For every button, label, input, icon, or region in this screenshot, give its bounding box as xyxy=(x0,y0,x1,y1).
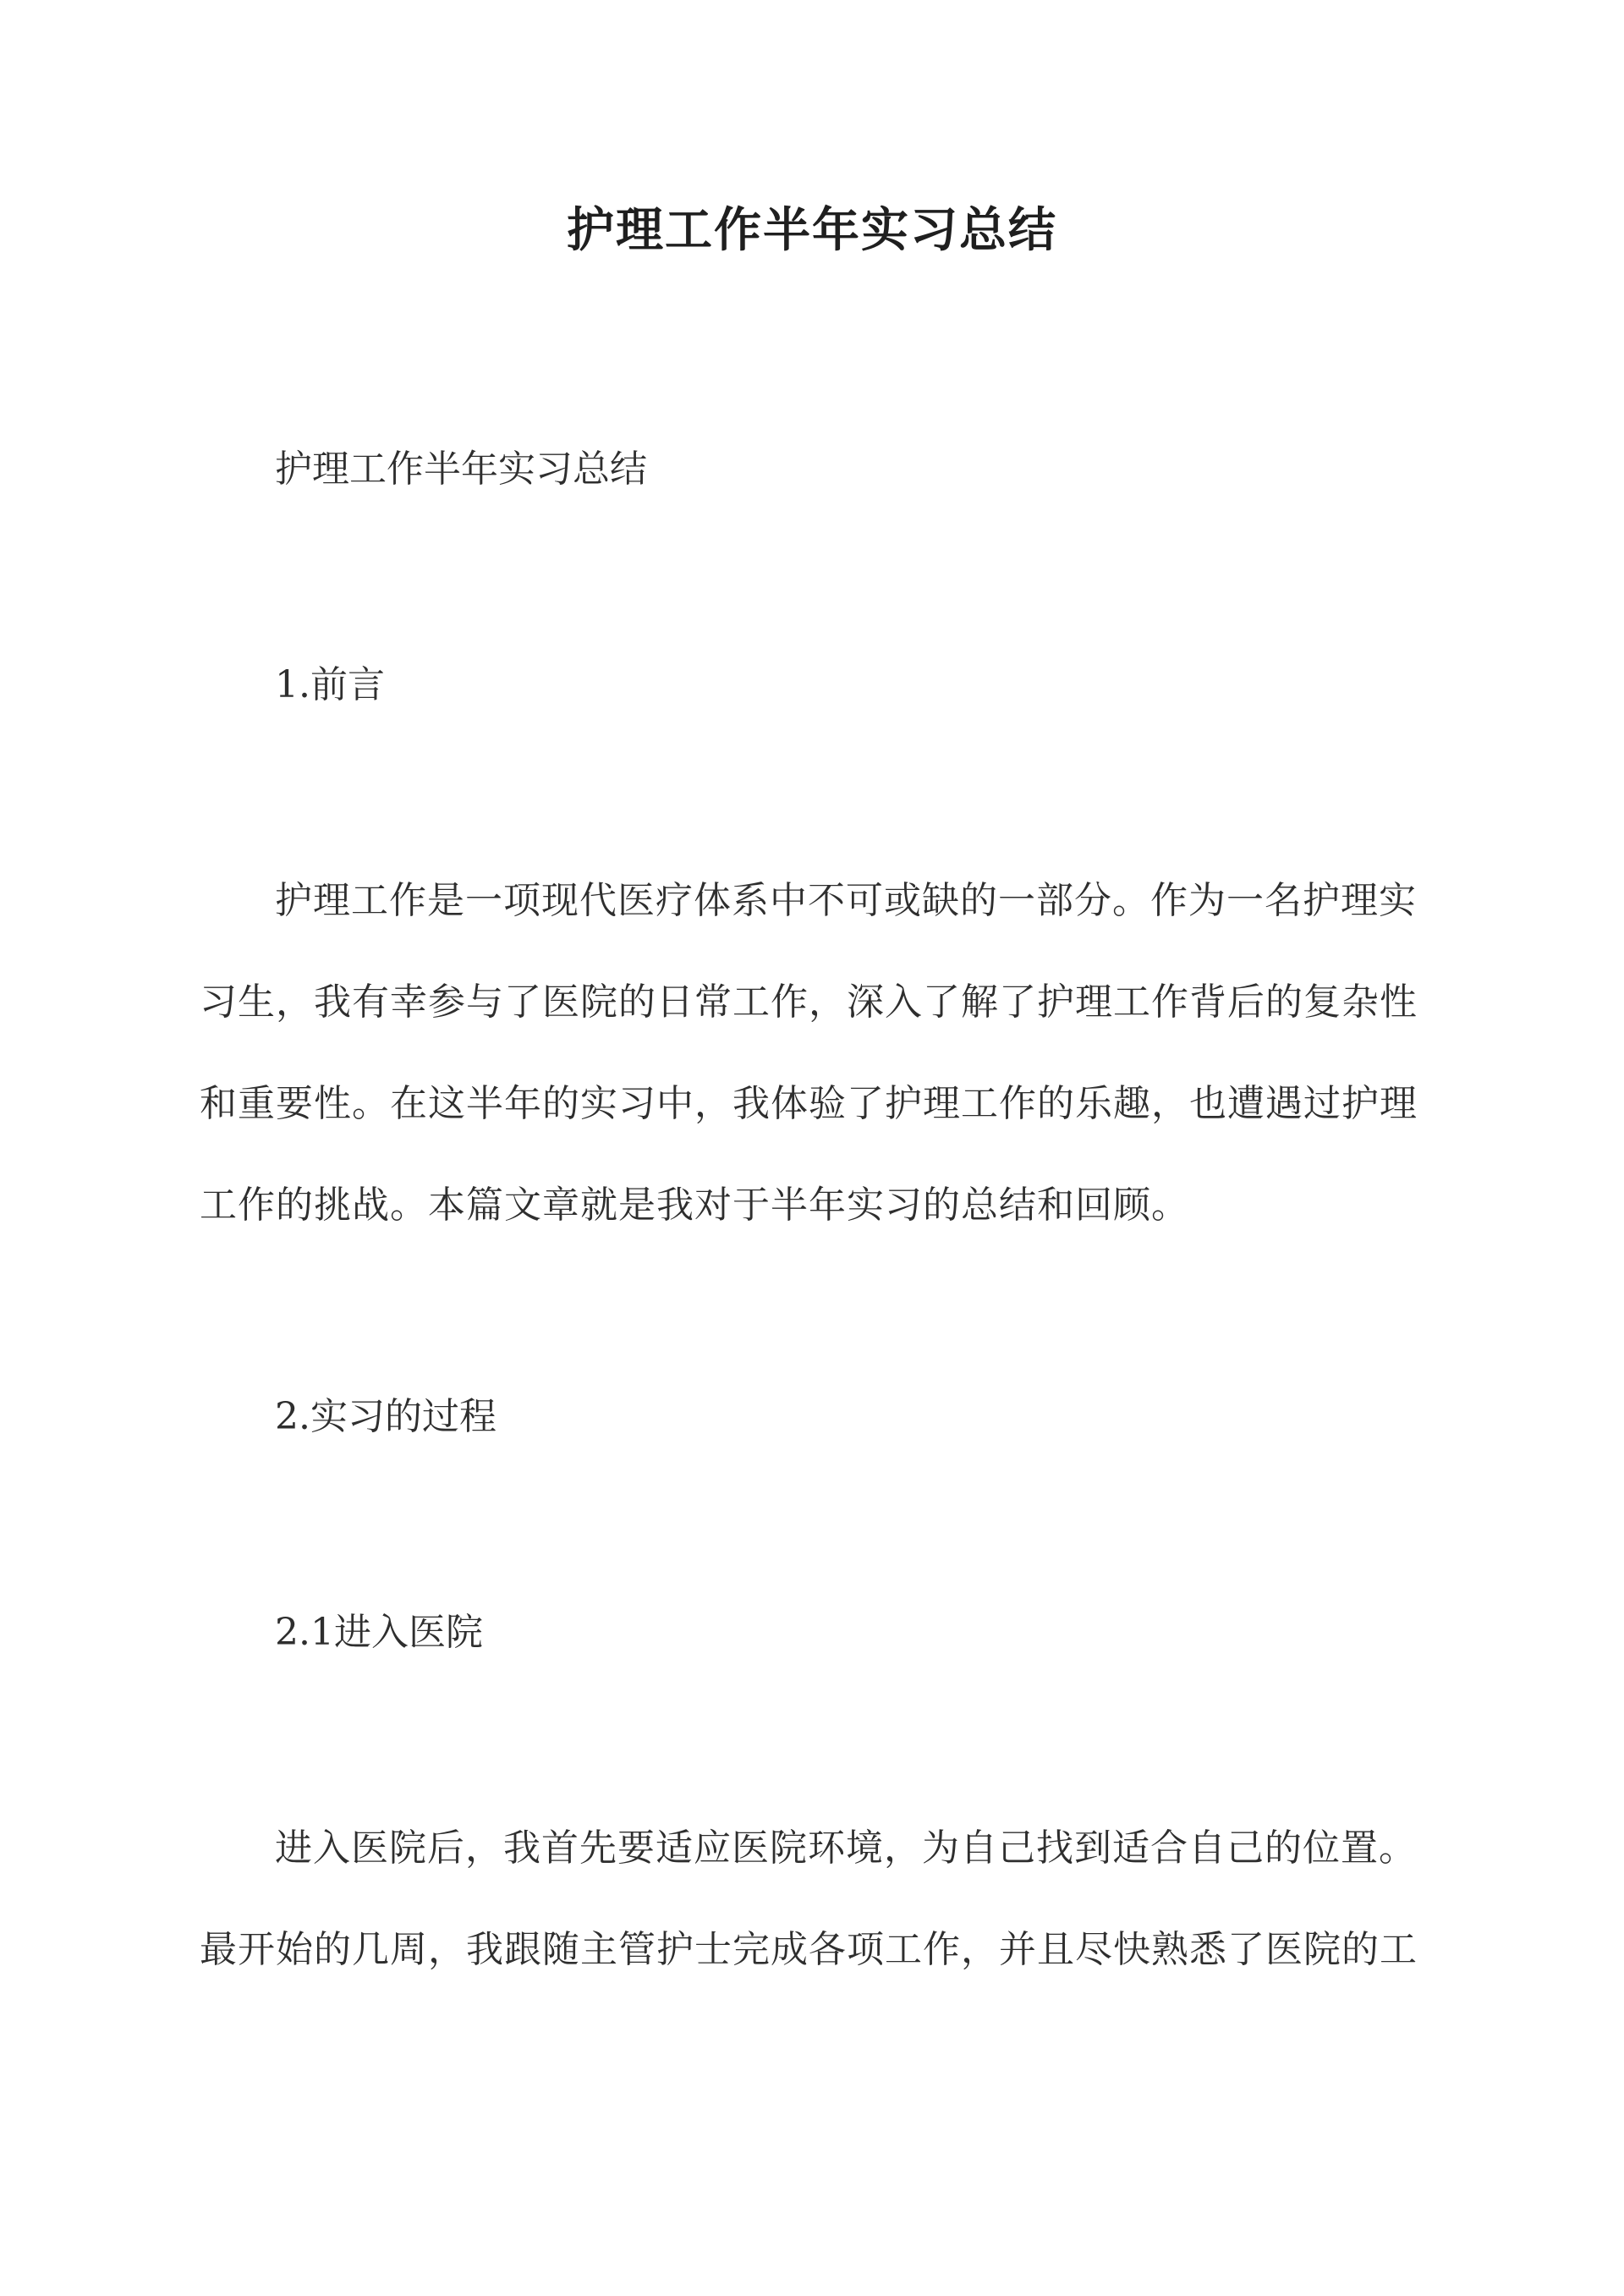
paragraph-line: 最开始的几周，我跟随主管护士完成各项工作，并且尽快熟悉了医院的工 xyxy=(200,1928,1418,1971)
document-title: 护理工作半年实习总结 xyxy=(567,202,1057,258)
paragraph-enter-hospital xyxy=(200,1823,1426,2026)
section-heading-enter-hospital: 2.1进入医院 xyxy=(275,1611,483,1654)
paragraph-line: 工作的挑战。本篇文章就是我对于半年实习的总结和回顾。 xyxy=(200,1184,1189,1227)
paragraph-line: 进入医院后，我首先要适应医院环境，为自己找到适合自己的位置。 xyxy=(275,1826,1417,1870)
paragraph-line: 和重要性。在这半年的实习中，我体验了护理工作的乐趣，也遭遇过护理 xyxy=(200,1082,1418,1125)
section-heading-process: 2.实习的过程 xyxy=(275,1395,497,1438)
document-subtitle: 护理工作半年实习总结 xyxy=(275,448,647,491)
paragraph-line: 习生，我有幸参与了医院的日常工作，深入了解了护理工作背后的复杂性 xyxy=(200,980,1418,1024)
section-heading-intro: 1.前言 xyxy=(275,663,385,706)
paragraph-line: 护理工作是一项现代医疗体系中不可或缺的一部分。作为一名护理实 xyxy=(275,879,1417,922)
paragraph-intro xyxy=(200,876,1426,1282)
